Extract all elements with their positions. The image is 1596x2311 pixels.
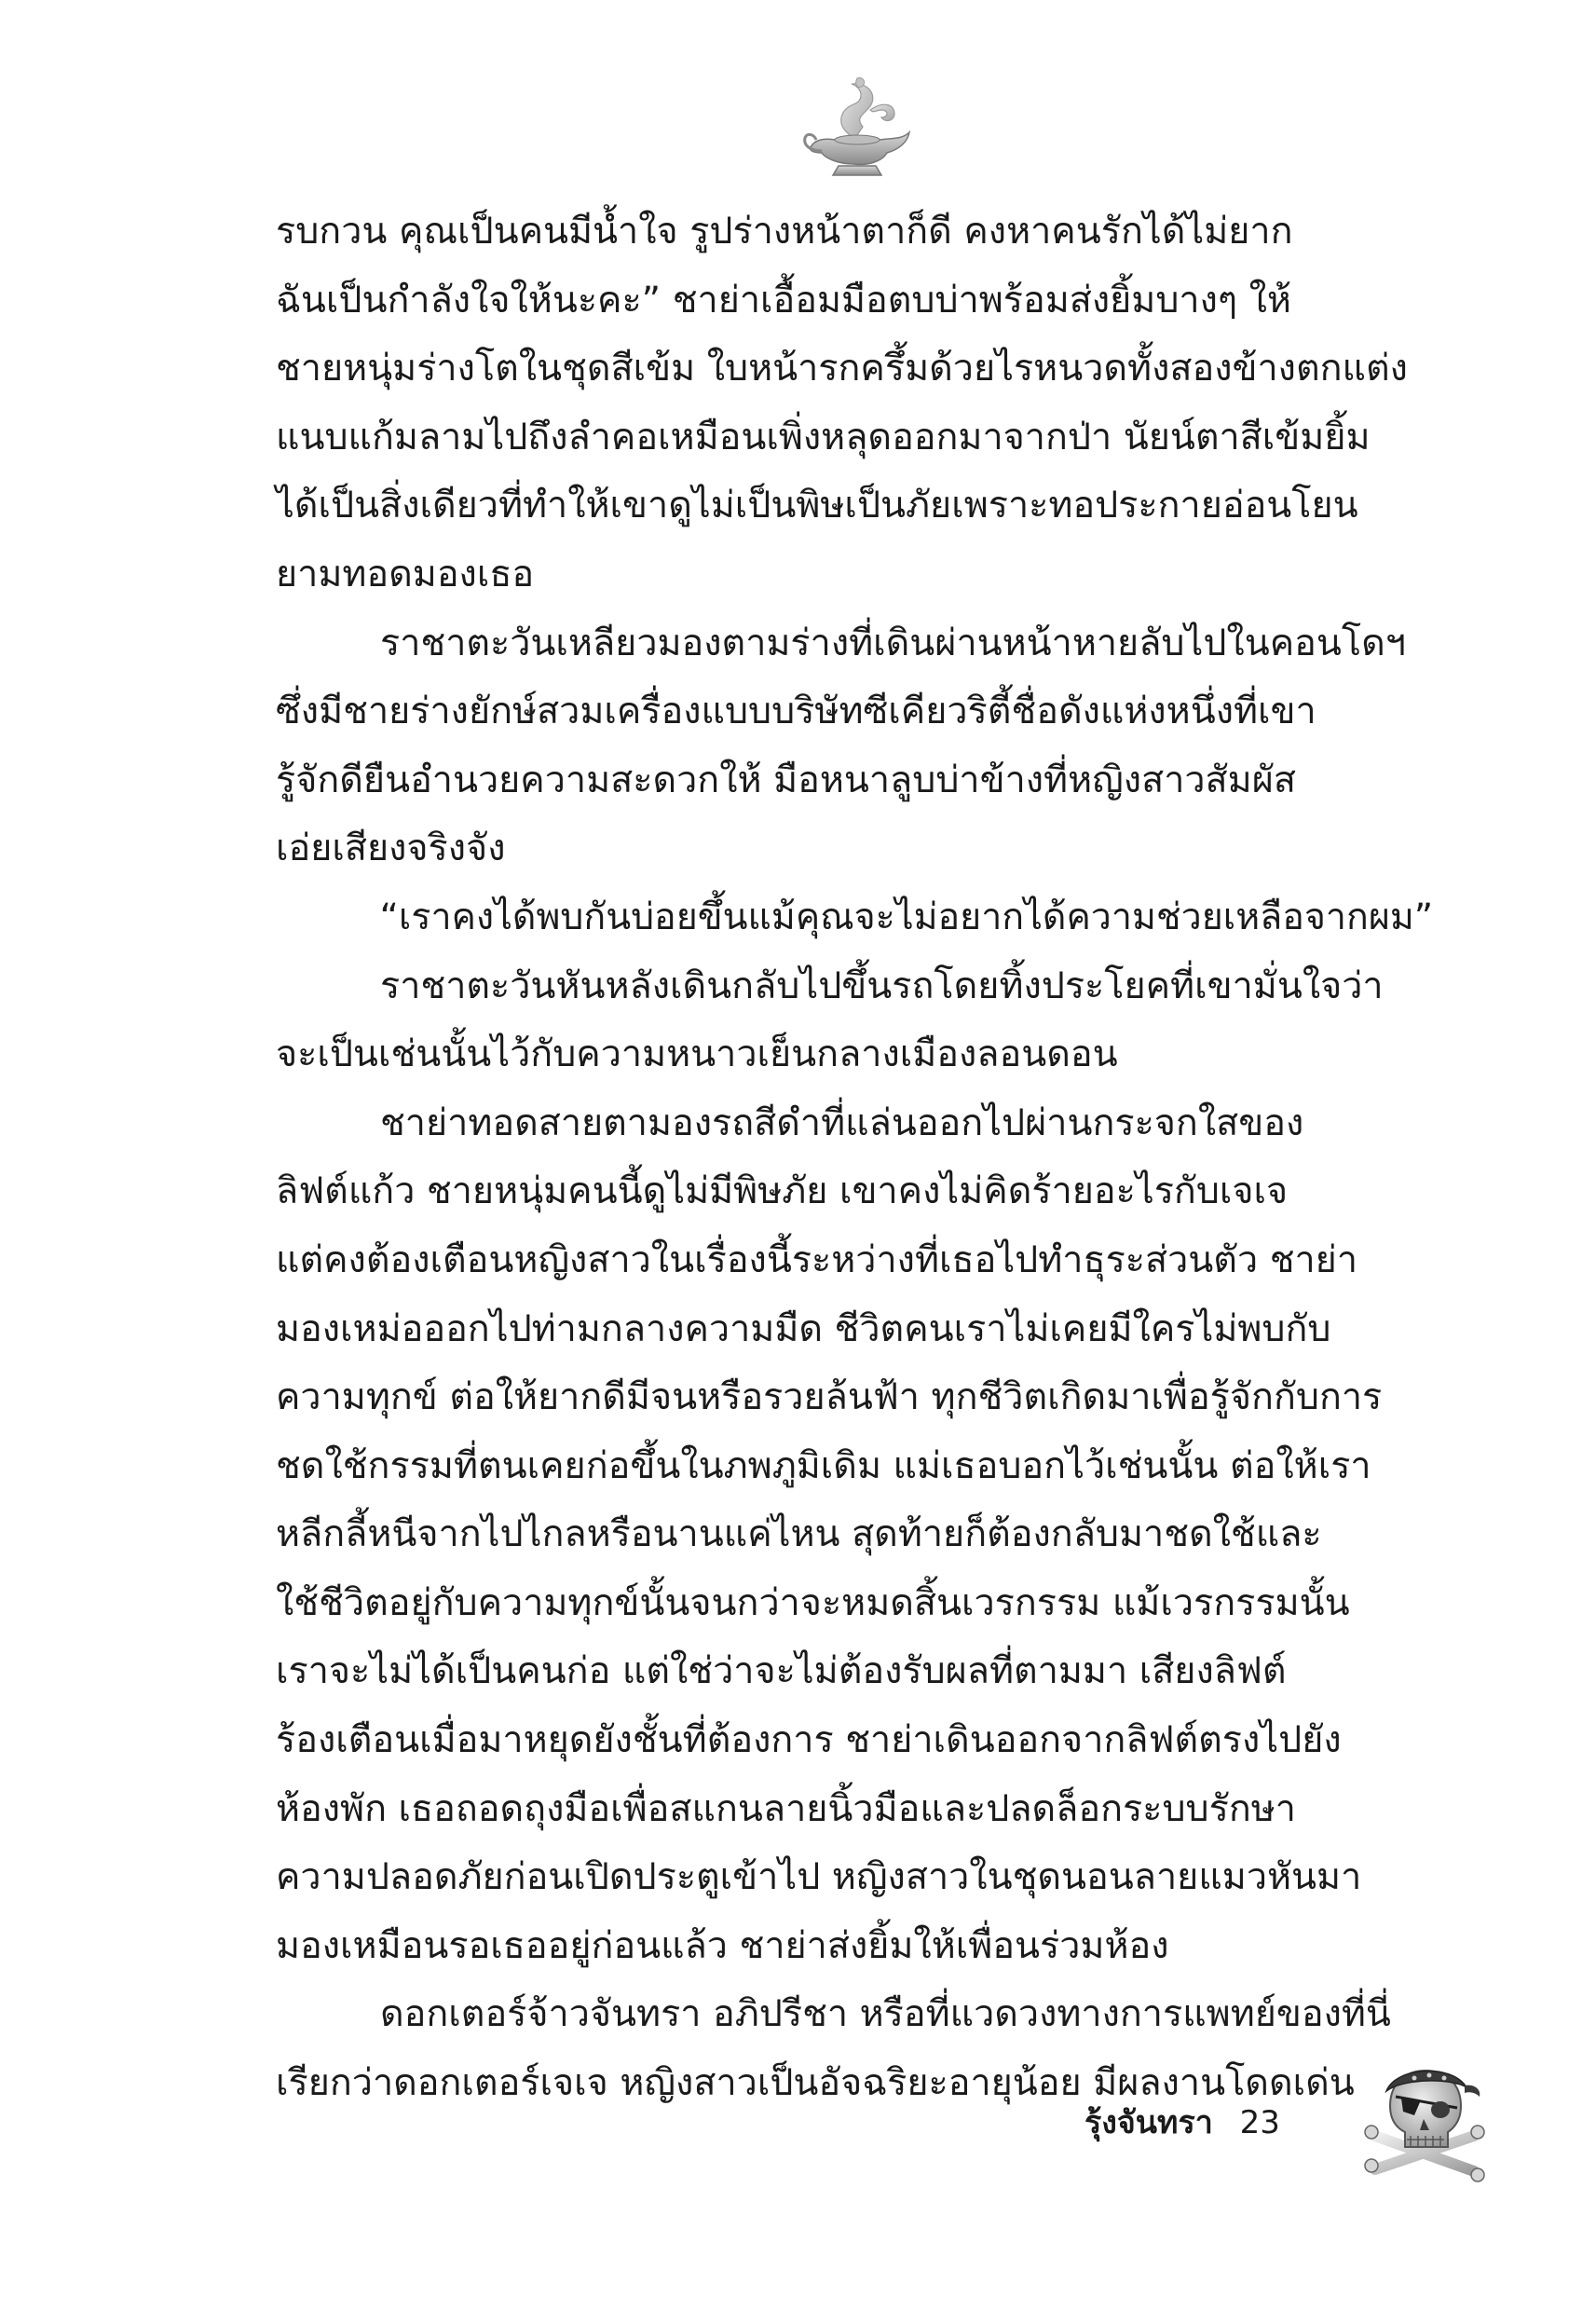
paragraph-1 <box>276 198 1433 609</box>
text-line: รู้จักดียืนอำนวยความสะดวกให้ มือหนาลูบบ่าข้างที่หญิงสาวสัมผัส <box>276 758 1296 801</box>
text-line: เราจะไม่ได้เป็นคนก่อ แต่ใช่ว่าจะไม่ต้องรับผลที่ตามมา เสียงลิฟต์ <box>276 1649 1287 1693</box>
text-line: มองเหมือนรอเธออยู่ก่อนแล้ว ชาย่าส่งยิ้มให้เพื่อนร่วมห้อง <box>276 1923 1169 1967</box>
text-line: ห้องพัก เธอถอดถุงมือเพื่อสแกนลายนิ้วมือและปลดล็อกระบบรักษา <box>276 1786 1296 1830</box>
paragraph-2 <box>276 609 1433 883</box>
page-footer <box>1084 2104 1280 2141</box>
text-line: หลีกลี้หนีจากไปไกลหรือนานแค่ไหน สุดท้ายก็ต้องกลับมาชดใช้และ <box>276 1512 1322 1556</box>
text-line: มองเหม่อออกไปท่ามกลางความมืด ชีวิตคนเราไม่เคยมีใครไม่พบกับ <box>276 1306 1331 1350</box>
text-line: รบกวน คุณเป็นคนมีน้ำใจ รูปร่างหน้าตาก็ดี คงหาคนรักได้ไม่ยาก <box>276 210 1293 253</box>
text-line: ความทุกข์ ต่อให้ยากดีมีจนหรือรวยล้นฟ้า ทุกชีวิตเกิดมาเพื่อรู้จักกับการ <box>276 1375 1383 1419</box>
text-line: เรียกว่าดอกเตอร์เจเจ หญิงสาวเป็นอัจฉริยะอายุน้อย มีผลงานโดดเด่น <box>276 2061 1355 2105</box>
text-line: ชดใช้กรรมที่ตนเคยก่อขึ้นในภพภูมิเดิม แม่เธอบอกไว้เช่นนั้น ต่อให้เรา <box>276 1443 1371 1487</box>
text-line: แนบแก้มลามไปถึงลำคอเหมือนเพิ่งหลุดออกมาจากป่า นัยน์ตาสีเข้มยิ้ม <box>276 415 1371 458</box>
text-line: ฉันเป็นกำลังใจให้นะคะ” ชาย่าเอื้อมมือตบบ่าพร้อมส่งยิ้มบางๆ ให้ <box>276 278 1291 321</box>
text-line: ใช้ชีวิตอยู่กับความทุกข์นั้นจนกว่าจะหมดสิ้นเวรกรรม แม้เวรกรรมนั้น <box>276 1580 1350 1624</box>
text-line: ชายหนุ่มร่างโตในชุดสีเข้ม ใบหน้ารกครึ้มด้วยไรหนวดทั้งสองข้างตกแต่ง <box>276 347 1408 390</box>
text-line: จะเป็นเช่นนั้นไว้กับความหนาวเย็นกลางเมืองลอนดอน <box>276 1032 1118 1076</box>
text-line: “เราคงได้พบกันบ่อยขึ้นแม้คุณจะไม่อยากได้ความช่วยเหลือจากผม” <box>379 895 1434 938</box>
text-line: แต่คงต้องเตือนหญิงสาวในเรื่องนี้ระหว่างที่เธอไปทำธุระส่วนตัว ชาย่า <box>276 1238 1358 1281</box>
text-line: ความปลอดภัยก่อนเปิดประตูเข้าไป หญิงสาวในชุดนอนลายแมวหันมา <box>276 1855 1362 1899</box>
paragraph-6 <box>276 1980 1433 2117</box>
paragraph-3 <box>276 883 1433 952</box>
body-text <box>276 198 1433 2118</box>
paragraph-4 <box>276 952 1433 1089</box>
text-line: ซึ่งมีชายร่างยักษ์สวมเครื่องแบบบริษัทซีเคียวริตี้ชื่อดังแห่งหนึ่งที่เขา <box>276 690 1316 733</box>
paragraph-5 <box>276 1089 1433 1981</box>
page-number: 23 <box>1239 2104 1280 2141</box>
text-line: ยามทอดมองเธอ <box>276 552 535 595</box>
text-line: ได้เป็นสิ่งเดียวที่ทำให้เขาดูไม่เป็นพิษเป็นภัยเพราะทอประกายอ่อนโยน <box>276 484 1358 527</box>
magic-lamp-icon <box>798 73 919 183</box>
text-line: เอ่ยเสียงจริงจัง <box>276 827 506 870</box>
pirate-skull-crossbones-icon <box>1355 2050 1494 2190</box>
text-line: ชาย่าทอดสายตามองรถสีดำที่แล่นออกไปผ่านกระจกใสของ <box>380 1101 1304 1144</box>
book-title: รุ้งจันทรา <box>1084 2104 1213 2141</box>
text-line: ดอกเตอร์จ้าวจันทรา อภิปรีชา หรือที่แวดวงทางการแพทย์ของที่นี่ <box>380 1992 1391 2036</box>
text-line: ราชาตะวันหันหลังเดินกลับไปขึ้นรถโดยทิ้งประโยคที่เขามั่นใจว่า <box>380 964 1384 1007</box>
text-line: ลิฟต์แก้ว ชายหนุ่มคนนี้ดูไม่มีพิษภัย เขาคงไม่คิดร้ายอะไรกับเจเจ <box>276 1169 1289 1213</box>
text-line: ร้องเตือนเมื่อมาหยุดยังชั้นที่ต้องการ ชาย่าเดินออกจากลิฟต์ตรงไปยัง <box>276 1718 1342 1762</box>
text-line: ราชาตะวันเหลียวมองตามร่างที่เดินผ่านหน้าหายลับไปในคอนโดฯ <box>380 621 1406 664</box>
